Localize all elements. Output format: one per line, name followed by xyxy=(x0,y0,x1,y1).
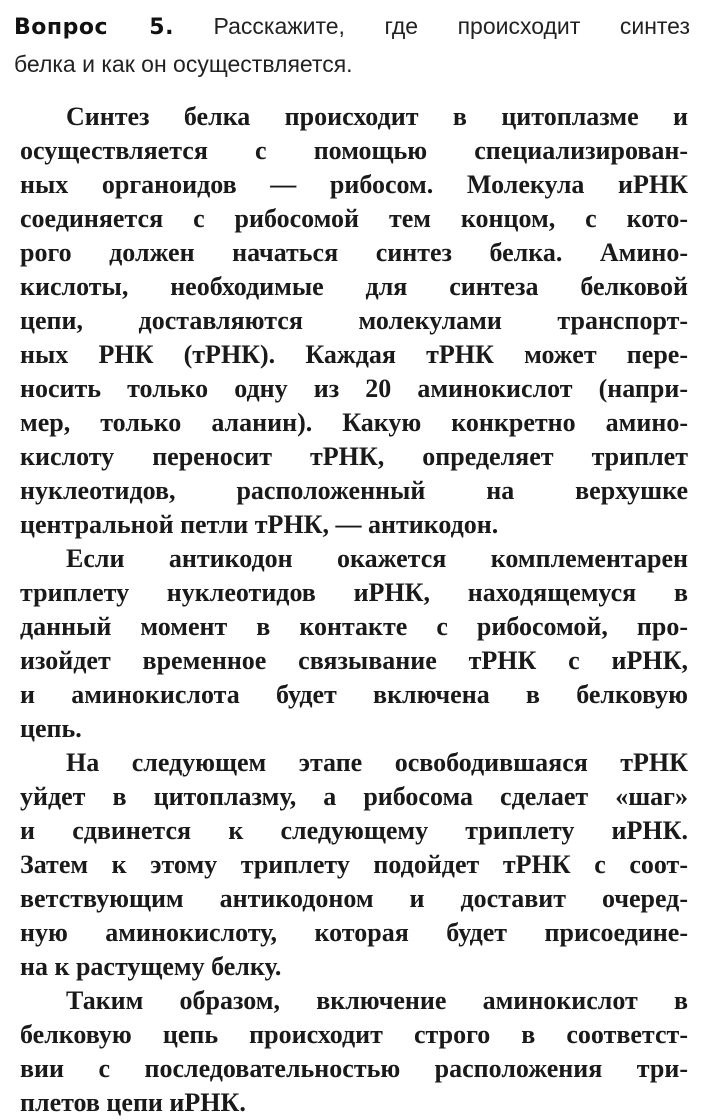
question-label: Вопрос 5. xyxy=(14,15,174,40)
paragraph-line: и сдвинется к следующему триплету иРНК. xyxy=(20,816,688,845)
paragraph-line: ветствующим антикодоном и доставит очеред- xyxy=(20,884,688,913)
paragraph-line: данный момент в контакте с рибосомой, про- xyxy=(20,612,688,641)
paragraph-line: ных органоидов — рибосом. Молекула иРНК xyxy=(20,170,688,199)
paragraph-line: соединяется с рибосомой тем концом, с кото- xyxy=(20,204,688,233)
paragraph-line: ных РНК (тРНК). Каждая тРНК может пере- xyxy=(20,340,688,369)
paragraph-line: цепи, доставляются молекулами транспорт- xyxy=(20,306,688,335)
paragraph-line: Если антикодон окажется комплементарен xyxy=(66,544,688,573)
paragraph-line: триплету нуклеотидов иРНК, находящемуся в xyxy=(20,578,688,607)
paragraph-line: цепь. xyxy=(20,714,82,743)
paragraph-line: на к растущему белку. xyxy=(20,952,282,981)
paragraph-line: осуществляется с помощью специализирован- xyxy=(20,136,688,165)
paragraph-line: кислоты, необходимые для синтеза белковой xyxy=(20,272,688,301)
paragraph-line: мер, только аланин). Какую конкретно амино- xyxy=(20,408,688,437)
answer-text xyxy=(20,100,688,1120)
paragraph-line: рого должен начаться синтез белка. Амино- xyxy=(20,238,688,267)
paragraph-line: носить только одну из 20 аминокислот (напри- xyxy=(20,374,688,403)
question-text: Расскажите, где происходит синтез xyxy=(213,13,691,39)
paragraph-line: кислоту переносит тРНК, определяет триплет xyxy=(20,442,688,471)
paragraph-line: уйдет в цитоплазму, а рибосома сделает «шаг» xyxy=(20,782,688,811)
paragraph-line: центральной петли тРНК, — антикодон. xyxy=(20,510,499,539)
paragraph-line: ную аминокислоту, которая будет присоедине- xyxy=(20,918,688,947)
paragraph-line: изойдет временное связывание тРНК с иРНК, xyxy=(20,646,688,675)
question-line: белка и как он осуществляется. xyxy=(14,51,353,77)
paragraph-line: На следующем этапе освободившаяся тРНК xyxy=(66,748,688,777)
paragraph-line: вии с последовательностью расположения три- xyxy=(20,1054,688,1083)
paragraph-line: плетов цепи иРНК. xyxy=(20,1088,246,1117)
paragraph-line: Синтез белка происходит в цитоплазме и xyxy=(66,102,688,131)
paragraph-line: Затем к этому триплету подойдет тРНК с соот- xyxy=(20,850,688,879)
paragraph-line: белковую цепь происходит строго в соответст- xyxy=(20,1020,688,1049)
paragraph-line: нуклеотидов, расположенный на верхушке xyxy=(20,476,688,505)
paragraph-line: и аминокислота будет включена в белковую xyxy=(20,680,688,709)
question-line xyxy=(14,8,690,46)
question-header xyxy=(14,8,690,83)
paragraph-line: Таким образом, включение аминокислот в xyxy=(66,986,688,1015)
